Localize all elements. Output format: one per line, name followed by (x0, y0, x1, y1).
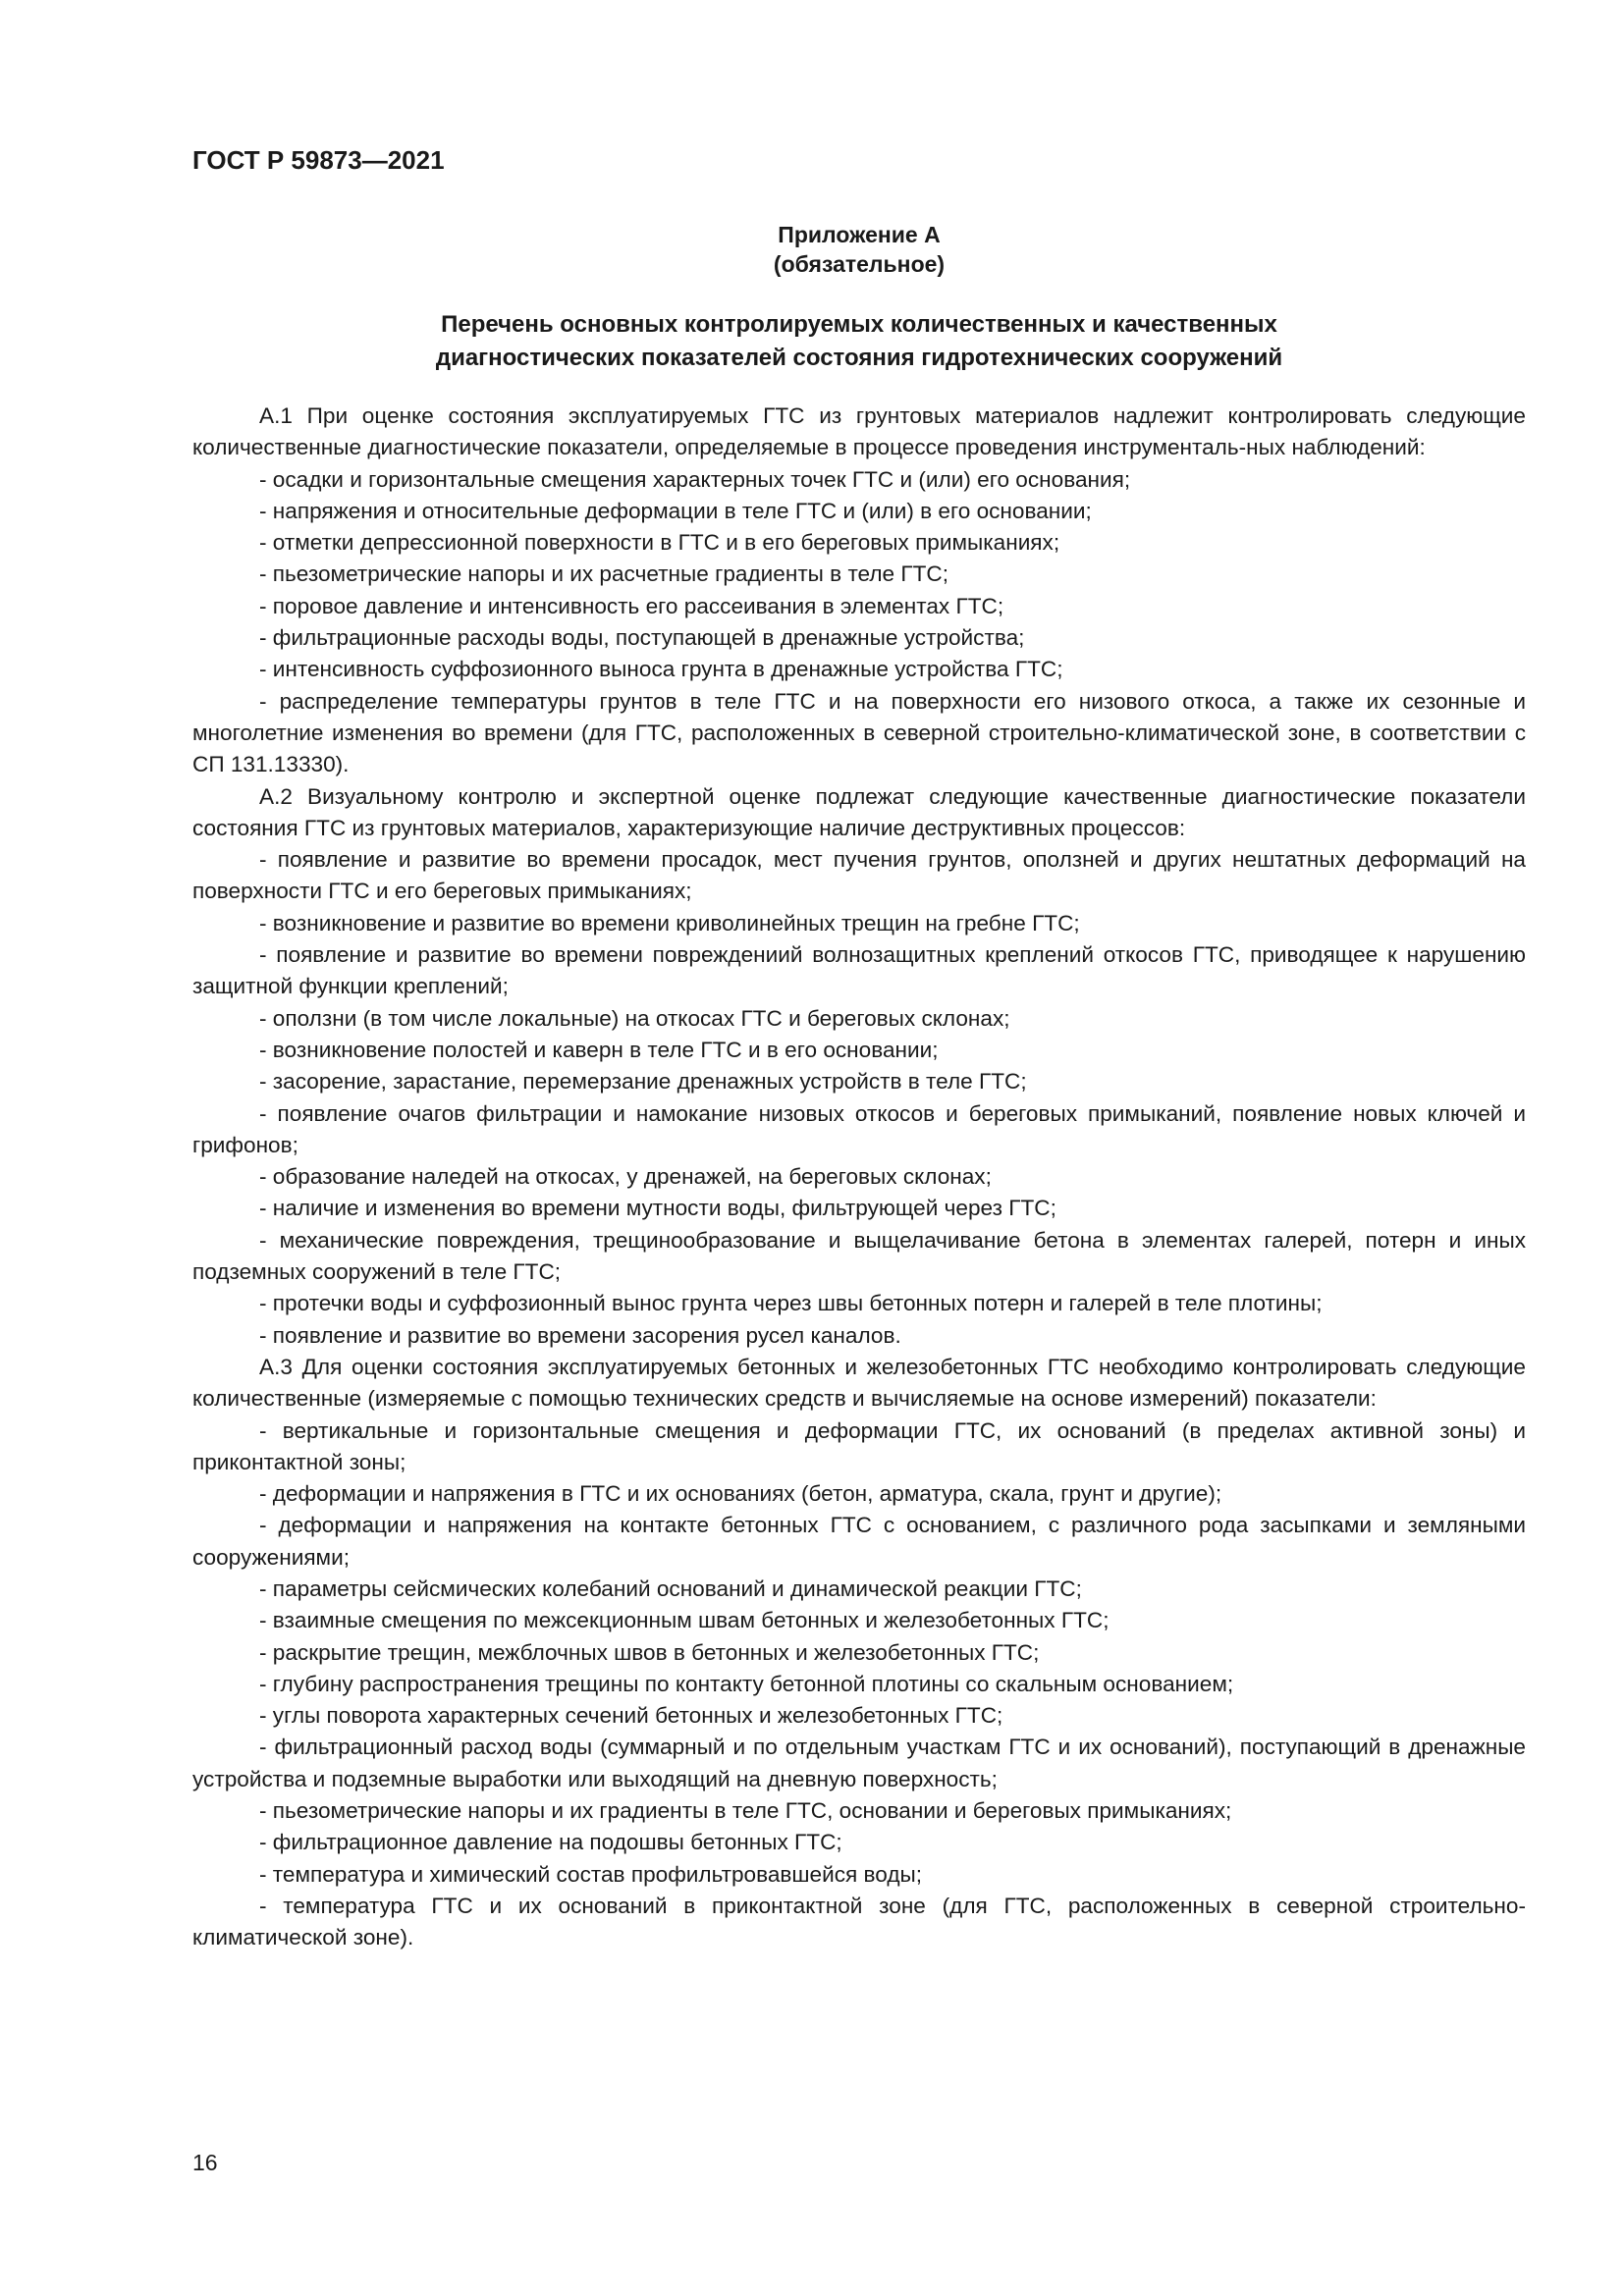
document-page (192, 145, 1526, 1954)
list-item: - фильтрационное давление на подошвы бетонных ГТС; (259, 1830, 842, 1855)
list-item: - вертикальные и горизонтальные смещения и деформации ГТС, их оснований (в пределах активной зоны) и приконтактной зоны; (192, 1417, 1526, 1474)
list-item: - параметры сейсмических колебаний оснований и динамической реакции ГТС; (259, 1575, 1082, 1601)
annex-title: Приложение А (778, 222, 941, 247)
list-item: - распределение температуры грунтов в теле ГТС и на поверхности его низового откоса, а также их сезонные и многолетние изменения во времени (для ГТС, расположенных в северной строительно-климатической зоне, в соответствии с СП 131.13330). (192, 688, 1526, 777)
list-item: - возникновение и развитие во времени криволинейных трещин на гребне ГТС; (259, 910, 1080, 935)
list-item: - деформации и напряжения в ГТС и их основаниях (бетон, арматура, скала, грунт и другие); (259, 1481, 1222, 1507)
document-id: ГОСТ Р 59873—2021 (192, 145, 445, 175)
list-item: - углы поворота характерных сечений бетонных и железобетонных ГТС; (259, 1703, 1003, 1729)
list-item: - засорение, зарастание, перемерзание дренажных устройств в теле ГТС; (259, 1069, 1027, 1095)
list-item: - отметки депрессионной поверхности в ГТС и в его береговых примыканиях; (259, 530, 1060, 556)
paragraph: А.2 Визуальному контролю и экспертной оценке подлежат следующие качественные диагностические показатели состояния ГТС из грунтовых материалов, характеризующие наличие деструктивных процессов: (192, 783, 1526, 840)
list-item: - механические повреждения, трещинообразование и выщелачивание бетона в элементах галерей, потерн и иных подземных сооружений в теле ГТС; (192, 1227, 1526, 1285)
list-item: - оползни (в том числе локальные) на откосах ГТС и береговых склонах; (259, 1005, 1010, 1031)
list-item: - появление очагов фильтрации и намокание низовых откосов и береговых примыканий, появление новых ключей и грифонов; (192, 1100, 1526, 1157)
list-item: - возникновение полостей и каверн в теле ГТС и в его основании; (259, 1037, 939, 1062)
list-item: - деформации и напряжения на контакте бетонных ГТС с основанием, с различного рода засыпками и земляными сооружениями; (192, 1513, 1526, 1570)
list-item: - температура ГТС и их оснований в приконтактной зоне (для ГТС, расположенных в северной строительно-климатической зоне). (192, 1893, 1526, 1950)
paragraph: А.3 Для оценки состояния эксплуатируемых бетонных и железобетонных ГТС необходимо контролировать следующие количественные (измеряемые с помощью технических средств и вычисляемые на основе измерений) показатели: (192, 1354, 1526, 1412)
document-body (192, 400, 1526, 1954)
page-number: 16 (192, 2150, 218, 2175)
list-item: - температура и химический состав профильтровавшейся воды; (259, 1861, 923, 1887)
list-item: - образование наледей на откосах, у дренажей, на береговых склонах; (259, 1164, 992, 1190)
list-item: - пьезометрические напоры и их расчетные градиенты в теле ГТС; (259, 561, 949, 587)
list-item: - взаимные смещения по межсекционным швам бетонных и железобетонных ГТС; (259, 1608, 1110, 1633)
annex-heading-line-1: Перечень основных контролируемых количественных и качественных (441, 311, 1277, 338)
annex-heading-line-2: диагностических показателей состояния гидротехнических сооружений (435, 345, 1283, 371)
list-item: - поровое давление и интенсивность его рассеивания в элементах ГТС; (259, 593, 1004, 618)
list-item: - фильтрационный расход воды (суммарный и по отдельным участкам ГТС и их оснований), поступающий в дренажные устройства и подземные выработки или выходящий на дневную поверхность; (192, 1735, 1526, 1791)
list-item: - осадки и горизонтальные смещения характерных точек ГТС и (или) его основания; (259, 466, 1131, 492)
list-item: - появление и развитие во времени просадок, мест пучения грунтов, оползней и других нештатных деформаций на поверхности ГТС и его береговых примыканиях; (192, 847, 1526, 904)
list-item: - пьезометрические напоры и их градиенты в теле ГТС, основании и береговых примыканиях; (259, 1798, 1232, 1824)
list-item: - интенсивность суффозионного выноса грунта в дренажные устройства ГТС; (259, 657, 1063, 682)
list-item: - протечки воды и суффозионный вынос грунта через швы бетонных потерн и галерей в теле плотины; (259, 1291, 1323, 1316)
list-item: - наличие и изменения во времени мутности воды, фильтрующей через ГТС; (259, 1196, 1056, 1221)
list-item: - напряжения и относительные деформации в теле ГТС и (или) в его основании; (259, 498, 1092, 523)
list-item: - раскрытие трещин, межблочных швов в бетонных и железобетонных ГТС; (259, 1639, 1040, 1665)
list-item: - фильтрационные расходы воды, поступающей в дренажные устройства; (259, 625, 1025, 651)
annex-status: (обязательное) (773, 251, 946, 277)
list-item: - появление и развитие во времени повреждениий волнозащитных креплений откосов ГТС, приводящее к нарушению защитной функции креплений; (192, 942, 1526, 999)
list-item: - глубину распространения трещины по контакту бетонной плотины со скальным основанием; (259, 1671, 1234, 1696)
annex-heading (192, 308, 1526, 375)
list-item: - появление и развитие во времени засорения русел каналов. (259, 1322, 901, 1348)
paragraph: А.1 При оценке состояния эксплуатируемых ГТС из грунтовых материалов надлежит контролировать следующие количественные диагностические показатели, определяемые в процессе проведения инструменталь-ных наблюдений: (192, 403, 1526, 460)
